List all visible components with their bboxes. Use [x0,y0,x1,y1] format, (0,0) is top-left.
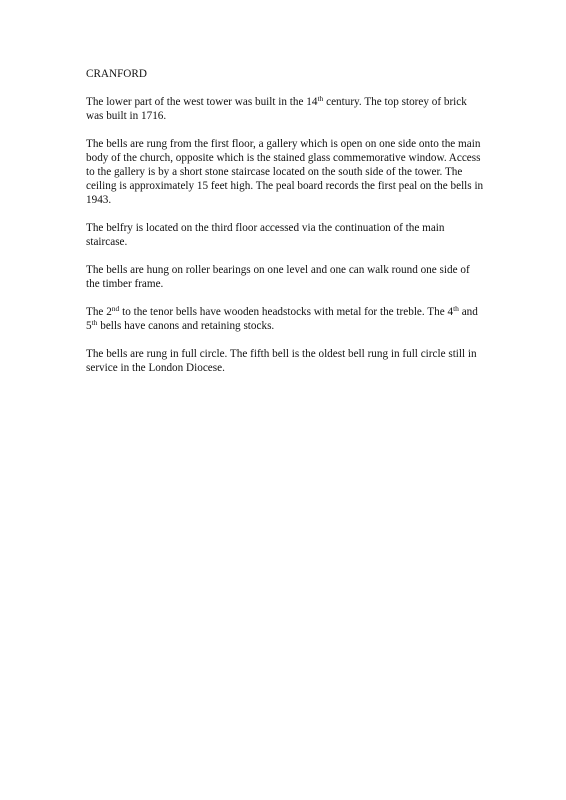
paragraph-headstocks-text-d: bells have canons and retaining stocks. [97,320,275,332]
superscript-th-5: th [91,318,98,327]
paragraph-headstocks-text-b: to the tenor bells have wooden headstocks with metal for the treble. The 4 [119,306,454,318]
paragraph-tower-history [86,95,486,123]
document-title: CRANFORD [86,68,147,80]
paragraph-tower-history-text-b: century. The top storey of brick was built in 1716. [86,96,467,122]
paragraph-headstocks-text-a: The 2 [86,306,112,318]
document-body [86,67,486,389]
superscript-nd: nd [111,304,120,313]
paragraph-belfry: The belfry is located on the third floor accessed via the continuation of the main staircase. [86,222,445,248]
paragraph-tower-history-text-a: The lower part of the west tower was built in the 14 [86,96,318,108]
paragraph-headstocks-text-c: and 5 [86,306,478,332]
paragraph-full-circle: The bells are rung in full circle. The fifth bell is the oldest bell rung in full circle still in service in the London Diocese. [86,348,477,374]
paragraph-headstocks [86,305,486,333]
paragraph-bell-hanging: The bells are hung on roller bearings on one level and one can walk round one side of the timber frame. [86,264,470,290]
superscript-th-4: th [453,304,459,313]
paragraph-ringing-gallery: The bells are rung from the first floor, a gallery which is open on one side onto the main body of the church, opposite which is the stained glass commemorative window. Access to the gallery is by a short stone staircase located on the south side of the tower. The ceiling is approximately 15 feet high. The peal board records the first peal on the bells in 1943. [86,138,484,206]
superscript-th: th [317,94,324,103]
